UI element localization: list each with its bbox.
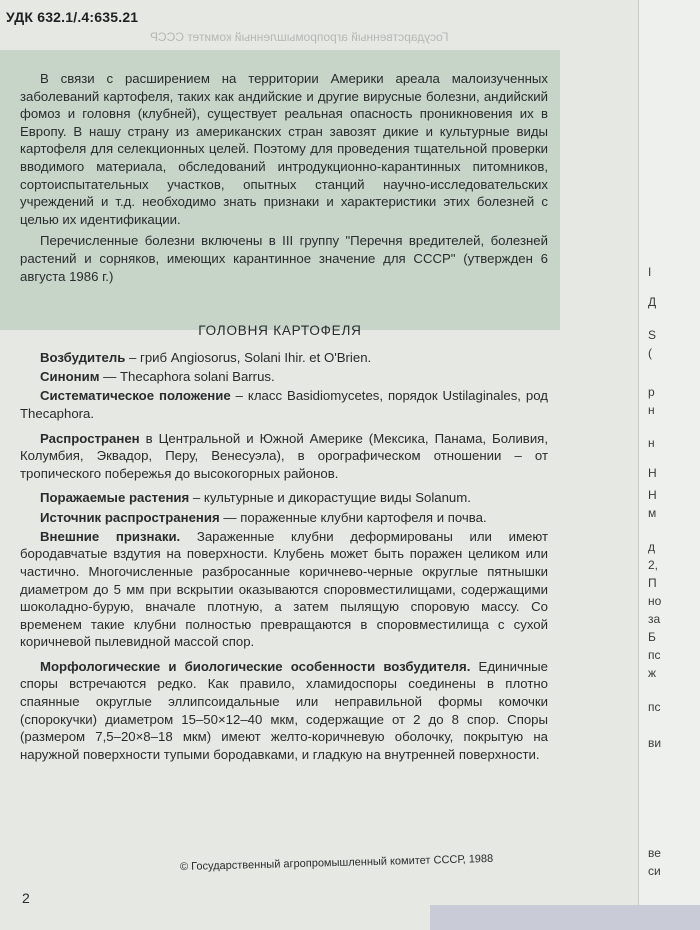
entry-paragraph [20, 387, 548, 422]
intro-paragraph: В связи с расширением на территории Америки ареала малоизученных заболеваний картофеля, таких как андийские и другие вирусные болезни, андийский фомоз и головня (клубней), существует реальная опасность проникновения их в Европу. В нашу страну из американских стран завозят дикие и культурные виды картофеля для селекционных целей. Поэтому для проведения тщательной проверки вводимого материала, обследований интродукционно-карантинных питомников, сортоиспытательных участков, опытных станций научно-исследовательских учреждений и т.д. необходимо знать признаки и характеристики этих болезней с целью их идентификации. [20, 71, 548, 227]
intro-text [20, 70, 548, 285]
next-page-fragment: Н [648, 466, 657, 480]
entry-text: в Центральной и Южной Америке (Мексика, Панама, Боливия, Колумбия, Эквадор, Перу, Венесуэла), в орографическом отношении – от тропического побережья до высокогорных районов. [20, 430, 548, 481]
entry-text: – класс Basidiomycetes, порядок Ustilaginales, род Thecaphora. [20, 388, 548, 421]
next-page-edge [638, 0, 700, 930]
next-page-fragment: Н [648, 488, 657, 502]
entry-text: – культурные и дикорастущие виды Solanum. [189, 490, 471, 506]
entry-label: Возбудитель [40, 350, 126, 365]
next-page-fragment: пс [648, 700, 661, 714]
entry-label: Внешние признаки. [40, 528, 181, 544]
next-page-fragment: си [648, 864, 661, 878]
entry-text: — Thecaphora solani Barrus. [99, 369, 275, 385]
next-page-fragment: Д [648, 295, 657, 309]
entry-paragraph [20, 509, 548, 527]
next-page-fragment: ви [648, 736, 662, 750]
next-page-fragment: ве [648, 846, 661, 860]
entry-text: – гриб Angiosorus, Solani Ihir. et O'Brien. [125, 350, 372, 365]
next-page-fragment: р [648, 385, 655, 399]
entry-label: Источник распространения [40, 509, 220, 525]
entry-text: — пораженные клубни картофеля и почва. [219, 509, 487, 525]
next-page-fragment: 2, [648, 558, 659, 572]
entry-text: Единичные споры встречаются редко. Как правило, хламидоспоры соединены в плотно спаянные округлые эллипсоидальные или неправильной формы комочки (спорокучки) диаметром 15–50×12–40 мкм, содержащие от 2 до 8 спор. Споры (размером 7,5–20×8–18 мкм) имеют желто-коричневую оболочку, покрытую на наружной поверхности тупыми бородавками, и гладкую на внутренней поверхности. [20, 658, 548, 762]
next-page-fragment: н [648, 403, 655, 417]
entry-paragraph [20, 430, 548, 483]
next-page-fragment: м [648, 506, 657, 520]
entry-paragraph [20, 658, 548, 764]
next-page-fragment: за [648, 612, 661, 626]
bottom-shadow [430, 905, 700, 930]
bleed-through-text: Государственный агропромышленный комитет СССР [150, 30, 449, 44]
entry-paragraph [20, 528, 548, 651]
entry-label: Систематическое положение [40, 388, 231, 404]
entry-label: Морфологические и биологические особенности возбудителя. [40, 658, 471, 674]
section-body [20, 349, 548, 765]
entry-paragraph [20, 368, 548, 386]
next-page-fragment: д [648, 540, 656, 554]
next-page-fragment: пс [648, 648, 661, 662]
intro-paragraph: Перечисленные болезни включены в III группу "Перечня вредителей, болезней растений и сорняков, имеющих карантинное значение для СССР" (утвержден 6 августа 1986 г.) [20, 233, 548, 284]
next-page-fragment: I [648, 265, 652, 279]
entry-label: Распространен [40, 430, 140, 446]
next-page-fragment: но [648, 594, 662, 608]
entry-paragraph [20, 489, 548, 507]
page-number: 2 [22, 890, 30, 906]
next-page-fragment: н [648, 436, 655, 450]
udk-code: УДК 632.1/.4:635.21 [6, 9, 139, 25]
next-page-fragment: П [648, 576, 657, 590]
entry-text: Зараженные клубни деформированы или имеют бородавчатые вздутия на поверхности. Клубень может быть поражен целиком или частично. Многочисленные разбросанные коричнево-черные округлые пятнышки диаметром до 5 мм при вскрытии оказываются споровместилищами, содержащими шоколадно-бурую, вначале плотную, а затем пылящую споровую массу. Со временем такие клубни полностью превращаются в споровместилища с сухой коричневой пылевидной массой спор. [20, 528, 548, 650]
section-title: ГОЛОВНЯ КАРТОФЕЛЯ [198, 323, 362, 338]
next-page-fragment: S [648, 328, 657, 342]
next-page-fragment: ( [648, 346, 652, 360]
entry-label: Поражаемые растения [40, 490, 190, 506]
entry-paragraph [20, 349, 548, 367]
next-page-fragment: ж [648, 666, 657, 680]
next-page-fragment: Б [648, 630, 656, 644]
entry-label: Синоним [40, 369, 100, 385]
copyright-notice: © Государственный агропромышленный комитет СССР, 1988 [179, 852, 494, 874]
